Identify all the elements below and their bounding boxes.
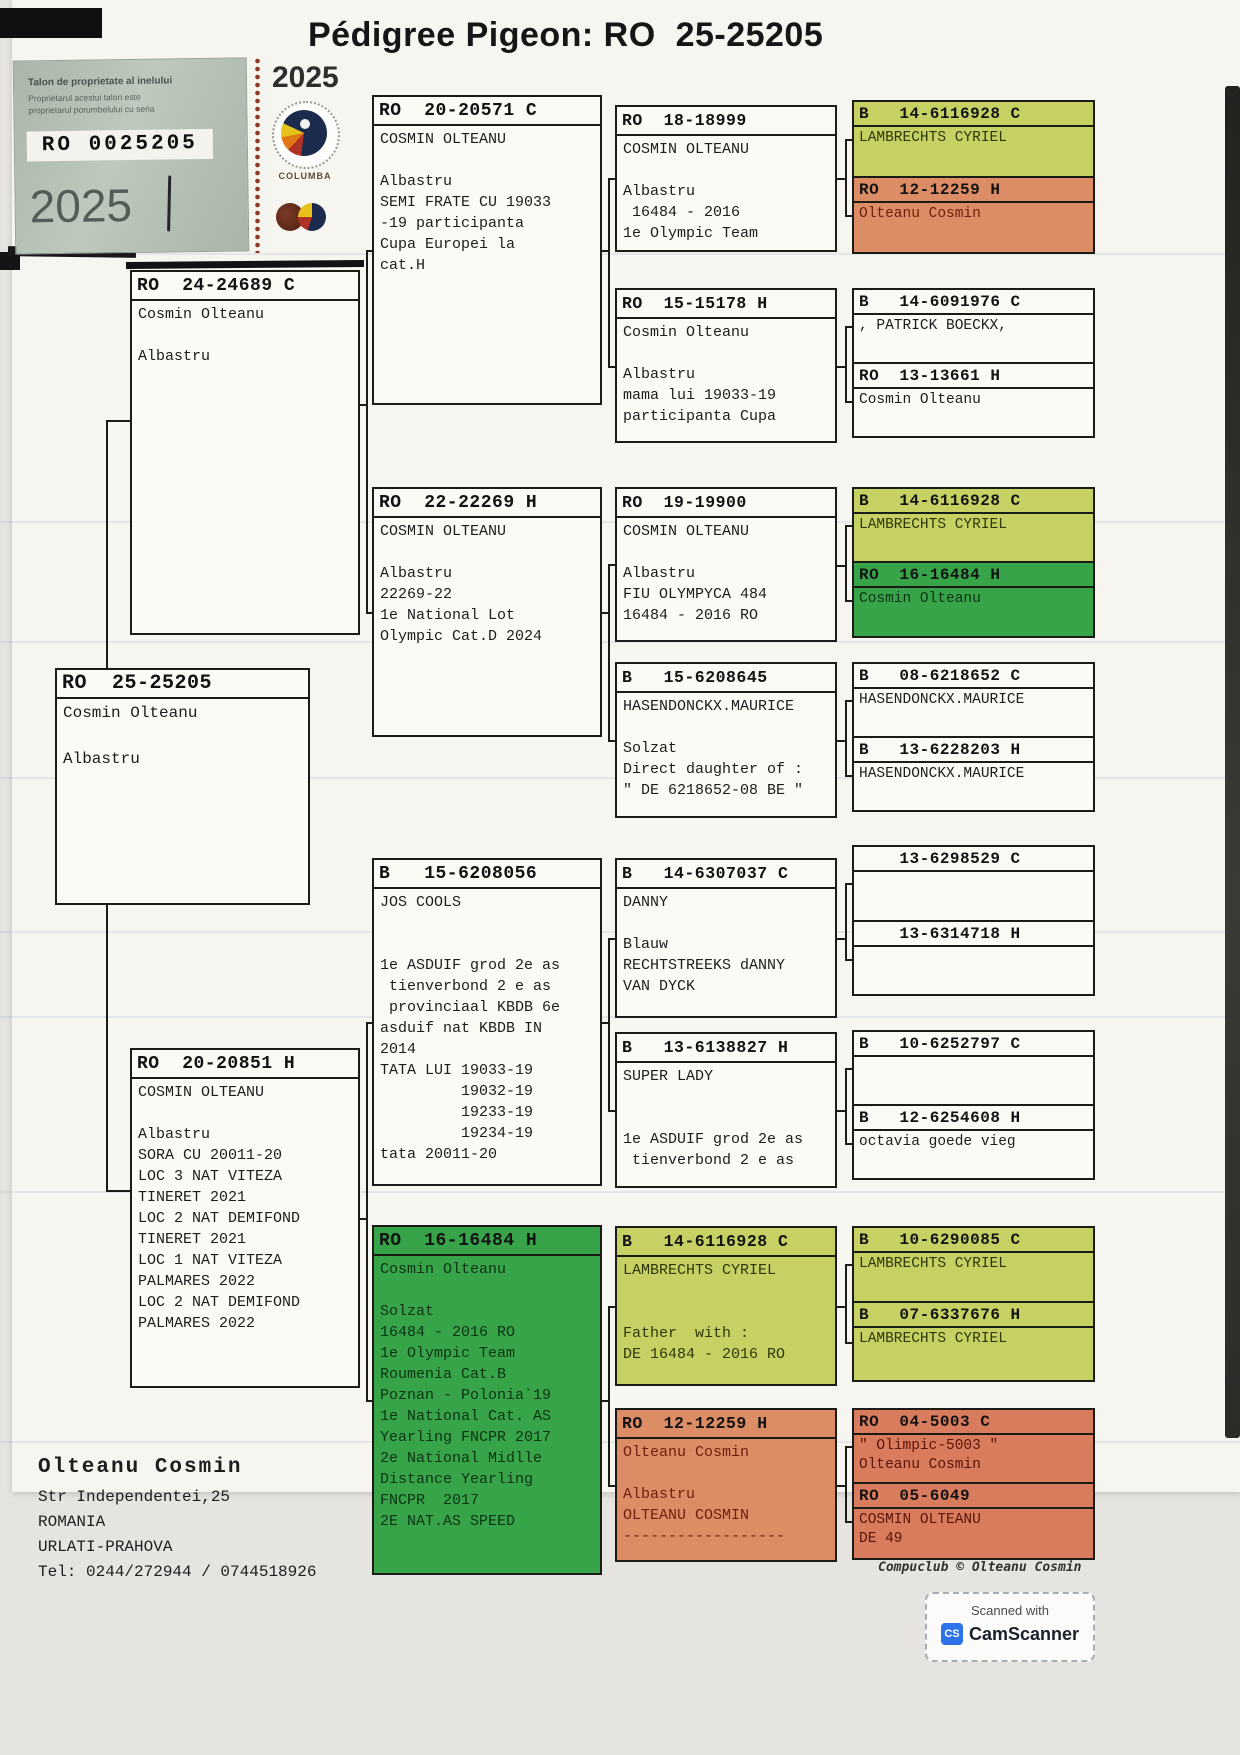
connector-line [845,525,852,527]
connector-line [845,883,852,885]
box-body [854,1253,1093,1276]
box-body [854,1057,1093,1061]
stamp-year: 2025 [29,178,133,233]
box-line: Albastru [623,565,696,582]
ring-number: RO 16-16484 H [374,1227,600,1256]
box-line: FNCPR 2017 [380,1492,480,1509]
box-line: Yearling FNCPR 2017 [380,1429,552,1446]
pedigree-box [372,487,602,737]
stamp-card [13,57,250,254]
connector-line [845,1068,852,1070]
connector-line [366,250,368,614]
box-line: LAMBRECHTS CYRIEL [623,1262,777,1279]
box-body [854,1131,1093,1154]
pedigree-box [852,1226,1095,1303]
box-line: Poznan - Polonia`19 [380,1387,552,1404]
connector-line [608,938,615,940]
box-line: Cosmin Olteanu [623,324,750,341]
pedigree-box [852,1104,1095,1180]
box-line: Cosmin Olteanu [859,591,981,607]
columba-label: COLUMBA [278,171,332,181]
box-body [132,301,358,370]
pedigree-box [615,487,837,642]
scanned-with-label: Scanned with [970,1603,1050,1618]
ring-number: RO 05-6049 [854,1484,1093,1509]
box-line: SORA CU 20011-20 [138,1147,283,1164]
connector-line [845,775,852,777]
pedigree-box [615,662,837,818]
box-line: Albastru [623,366,696,383]
box-line [623,542,829,563]
pedigree-box [615,1226,837,1386]
box-line: Roumenia Cat.B [380,1366,507,1383]
box-line: participanta Cupa [623,408,777,425]
ring-number: 13-6298529 C [854,847,1093,872]
connector-line [845,700,847,777]
box-line [623,1463,829,1484]
ring-number: B 15-6208056 [374,860,600,889]
ring-number: RO 25-25205 [57,670,308,699]
scan-black-mark [0,8,102,38]
box-line: HASENDONCKX.MAURICE [623,698,795,715]
ring-number: RO 15-15178 H [617,290,835,319]
connector-line [845,1521,852,1523]
box-line: RECHTSTREEKS dANNY [623,957,786,974]
box-line: Olteanu Cosmin [623,1444,750,1461]
box-line: Distance Yearling [380,1471,534,1488]
ring-number: B 14-6116928 C [854,102,1093,127]
box-line: " DE 6218652-08 BE " [623,782,804,799]
box-line: Albastru [380,565,453,582]
pedigree-box [615,1408,837,1562]
box-line [380,913,594,934]
box-line: DE 16484 - 2016 RO [623,1346,786,1363]
box-line: TINERET 2021 [138,1231,247,1248]
box-line: Cosmin Olteanu [138,306,265,323]
connector-line [845,1264,847,1344]
connector-line [608,178,610,368]
pedigree-box [372,95,602,405]
stamp-text: Talon de proprietate al inelului [27,75,173,89]
pedigree-box [852,362,1095,438]
box-line: Albastru [380,173,453,190]
box-line [138,1103,352,1124]
box-line: Albastru [623,183,696,200]
box-line: tienverbond 2 e as [623,1152,795,1169]
box-line: ------------------ [623,1528,786,1545]
box-line: VAN DYCK [623,978,696,995]
camscanner-logo-icon: CS [941,1623,963,1645]
ring-number: 13-6314718 H [854,922,1093,947]
box-body [617,518,835,629]
box-line: asduif nat KBDB IN [380,1020,543,1037]
connector-line [845,1068,847,1145]
ring-number: RO 20-20571 C [374,97,600,126]
box-line: TATA LUI 19033-19 [380,1062,534,1079]
pedigree-box [852,662,1095,738]
pedigree-box [852,561,1095,638]
box-line: tata 20011-20 [380,1146,498,1163]
box-line [623,1302,829,1323]
box-line: SEMI FRATE CU 19033 [380,194,552,211]
connector-line [608,740,615,742]
connector-line [366,250,372,252]
ring-number: B 10-6252797 C [854,1032,1093,1057]
connector-line [608,938,610,1112]
connector-line [845,700,852,702]
connector-line [106,1190,132,1192]
box-line [623,1108,829,1129]
ring-number: B 13-6138827 H [617,1034,835,1063]
box-line [380,150,594,171]
ring-number: B 07-6337676 H [854,1303,1093,1328]
box-line: COSMIN OLTEANU [859,1512,981,1528]
camscanner-brand-row [927,1623,1093,1645]
box-body [854,947,1093,951]
box-line: Cosmin Olteanu [63,704,198,722]
federation-logo-icon [298,203,326,231]
box-body [854,763,1093,786]
ring-number: B 14-6116928 C [617,1228,835,1257]
box-body [854,1509,1093,1551]
box-body [854,315,1093,338]
box-line: octavia goede vieg [859,1134,1016,1150]
pedigree-box [852,1301,1095,1382]
ring-number: RO 20-20851 H [132,1050,358,1079]
box-line: Olteanu Cosmin [859,206,981,222]
columba-eye-icon [300,119,310,129]
ownership-stamp [14,55,339,257]
ring-number: B 14-6091976 C [854,290,1093,315]
box-body [854,1435,1093,1477]
pedigree-box [852,487,1095,563]
box-body [854,203,1093,226]
box-line: , PATRICK BOECKX, [859,318,1007,334]
box-line: LOC 2 NAT DEMIFOND [138,1294,301,1311]
box-line: LOC 2 NAT DEMIFOND [138,1210,301,1227]
pedigree-box [372,858,602,1186]
box-line: tienverbond 2 e as [380,978,552,995]
connector-line [845,326,852,328]
connector-line [106,420,108,670]
box-line: HASENDONCKX.MAURICE [859,766,1025,782]
pen-mark [167,175,171,231]
stamp-text: proprietarul porumbelului cu seria [28,103,155,116]
box-line [380,1280,594,1301]
perforation-dots [253,57,262,253]
connector-line [608,366,615,368]
connector-line [608,1306,610,1487]
connector-line [366,1400,372,1402]
pedigree-box [615,105,837,252]
box-line: JOS COOLS [380,894,462,911]
box-line: COSMIN OLTEANU [380,523,507,540]
box-line: 1e Olympic Team [380,1345,516,1362]
pedigree-box [55,668,310,905]
box-body [617,136,835,247]
box-line: Albastru [138,1126,211,1143]
pedigree-box [852,736,1095,812]
box-line: COSMIN OLTEANU [380,131,507,148]
connector-line [366,612,372,614]
box-line: Albastru [623,1486,696,1503]
connector-line [845,600,852,602]
connector-line [608,564,615,566]
connector-line [106,905,108,1192]
box-line: Albastru [63,750,140,768]
box-line [623,1281,829,1302]
box-line [623,160,829,181]
box-line: cat.H [380,257,426,274]
ring-number: RO 22-22269 H [374,489,600,518]
connector-line [845,883,847,961]
box-line: Olteanu Cosmin [859,1457,981,1473]
connector-line [845,1264,852,1266]
pedigree-box [615,858,837,1018]
box-line: COSMIN OLTEANU [623,523,750,540]
ring-number: RO 12-12259 H [617,1410,835,1439]
pedigree-box [852,288,1095,364]
box-line: HASENDONCKX.MAURICE [859,692,1025,708]
box-line: mama lui 19033-19 [623,387,777,404]
owner-address: Str Independentei,25 [38,1488,231,1506]
box-line: provinciaal KBDB 6e [380,999,561,1016]
box-body [854,872,1093,876]
ring-number: RO 16-16484 H [854,563,1093,588]
box-line: Direct daughter of : [623,761,804,778]
pedigree-box [852,1030,1095,1106]
columba-bird-icon [281,110,327,156]
connector-line [845,959,852,961]
box-line: 19233-19 [380,1104,534,1121]
ring-number: RO 24-24689 C [132,272,358,301]
pedigree-box [852,176,1095,254]
box-line: TINERET 2021 [138,1189,247,1206]
connector-line [845,1446,852,1448]
connector-line [845,326,847,403]
box-body [617,1063,835,1174]
box-line: 1e National Lot [380,607,516,624]
connector-line [845,1342,852,1344]
ring-number: RO 19-19900 [617,489,835,518]
box-line: Cosmin Olteanu [380,1261,507,1278]
box-line: Cupa Europei la [380,236,516,253]
owner-country: ROMANIA [38,1513,106,1531]
box-line: Blauw [623,936,669,953]
box-line: LOC 3 NAT VITEZA [138,1168,283,1185]
ring-number: B 10-6290085 C [854,1228,1093,1253]
owner-name: Olteanu Cosmin [38,1456,243,1479]
box-body [617,889,835,1000]
box-line: DANNY [623,894,669,911]
box-line [623,913,829,934]
ring-serial: RO 0025205 [27,129,213,162]
box-body [374,1256,600,1535]
box-line: Father with : [623,1325,750,1342]
pedigree-box [852,1482,1095,1560]
box-body [374,126,600,279]
box-line [623,343,829,364]
connector-line [845,1446,847,1523]
pedigree-box [852,100,1095,178]
pedigree-box [852,920,1095,996]
connector-line [845,1143,852,1145]
box-body [617,693,835,804]
box-body [57,699,308,774]
box-line [380,542,594,563]
box-line: 16484 - 2016 RO [380,1324,516,1341]
box-body [617,1257,835,1368]
box-body [854,588,1093,611]
connector-line [366,1022,372,1024]
box-line: 19032-19 [380,1083,534,1100]
box-line: COSMIN OLTEANU [623,141,750,158]
ring-number: RO 04-5003 C [854,1410,1093,1435]
connector-line [608,1110,615,1112]
box-line [623,1087,829,1108]
box-body [854,389,1093,412]
box-line: COSMIN OLTEANU [138,1084,265,1101]
ring-number: RO 13-13661 H [854,364,1093,389]
box-line: PALMARES 2022 [138,1315,256,1332]
ring-number: RO 18-18999 [617,107,835,136]
connector-line [845,215,852,217]
box-line [138,325,352,346]
box-line: LAMBRECHTS CYRIEL [859,1331,1007,1347]
pedigree-box [852,845,1095,922]
box-line: 1e National Cat. AS [380,1408,552,1425]
box-line: LOC 1 NAT VITEZA [138,1252,283,1269]
stamp-text: Proprietarul acestui talon este [28,91,141,104]
software-credit: Compuclub © Olteanu Cosmin [878,1560,1082,1575]
connector-line [608,1485,615,1487]
pedigree-box [615,1032,837,1188]
pedigree-box [852,1408,1095,1484]
connector-line [106,420,132,422]
box-line: Albastru [138,348,211,365]
box-line: Solzat [623,740,678,757]
owner-block [38,1456,316,1585]
stamp-year-side: 2025 [272,61,339,94]
box-line: 2014 [380,1041,417,1058]
box-line: LAMBRECHTS CYRIEL [859,130,1007,146]
box-line: 22269-22 [380,586,453,603]
box-line: OLTEANU COSMIN [623,1507,750,1524]
box-body [854,127,1093,150]
box-line: Solzat [380,1303,435,1320]
box-body [374,518,600,650]
pedigree-box [615,288,837,443]
ring-number: B 14-6116928 C [854,489,1093,514]
pedigree-box [372,1225,602,1575]
box-body [374,889,600,1168]
box-line: 2E NAT.AS SPEED [380,1513,516,1530]
connector-line [845,139,852,141]
box-line [623,717,829,738]
box-body [132,1079,358,1337]
box-body [854,689,1093,712]
page-title: Pédigree Pigeon: RO 25-25205 [308,16,824,54]
box-line: 1e ASDUIF grod 2e as [380,957,561,974]
box-line: SUPER LADY [623,1068,714,1085]
scan-edge-shadow [1225,86,1240,1438]
connector-line [608,1306,615,1308]
connector-line [845,525,847,602]
pedigree-box [130,1048,360,1388]
camscanner-badge [925,1592,1095,1662]
box-body [854,514,1093,537]
connector-line [366,1022,368,1402]
camscanner-brand: CamScanner [968,1623,1080,1644]
ring-number: B 13-6228203 H [854,738,1093,763]
ring-number: B 08-6218652 C [854,664,1093,689]
connector-line [845,401,852,403]
box-line: 16484 - 2016 RO [623,607,759,624]
box-line [380,934,594,955]
box-line: FIU OLYMPYCA 484 [623,586,768,603]
connector-line [608,178,615,180]
box-line: DE 49 [859,1531,903,1547]
box-body [854,1328,1093,1351]
connector-line [845,139,847,217]
box-body [617,1439,835,1550]
box-line: -19 participanta [380,215,525,232]
pedigree-box [130,270,360,635]
box-line: 1e ASDUIF grod 2e as [623,1131,804,1148]
box-line: 16484 - 2016 [623,204,741,221]
box-line: Cosmin Olteanu [859,392,981,408]
box-line: LAMBRECHTS CYRIEL [859,1256,1007,1272]
box-line: PALMARES 2022 [138,1273,256,1290]
box-line: 1e Olympic Team [623,225,759,242]
columba-logo-icon [272,101,340,169]
ring-number: RO 12-12259 H [854,178,1093,203]
ring-number: B 14-6307037 C [617,860,835,889]
ring-number: B 12-6254608 H [854,1106,1093,1131]
connector-line [608,564,610,742]
owner-phone: Tel: 0244/272944 / 0744518926 [38,1563,317,1581]
box-line: Olympic Cat.D 2024 [380,628,543,645]
box-line: 19234-19 [380,1125,534,1142]
ring-number: B 15-6208645 [617,664,835,693]
box-line: LAMBRECHTS CYRIEL [859,517,1007,533]
box-body [617,319,835,430]
owner-city: URLATI-PRAHOVA [38,1538,173,1556]
box-line [63,725,302,748]
box-line: " Olimpic-5003 " [859,1438,999,1454]
box-line: 2e National Midlle [380,1450,543,1467]
